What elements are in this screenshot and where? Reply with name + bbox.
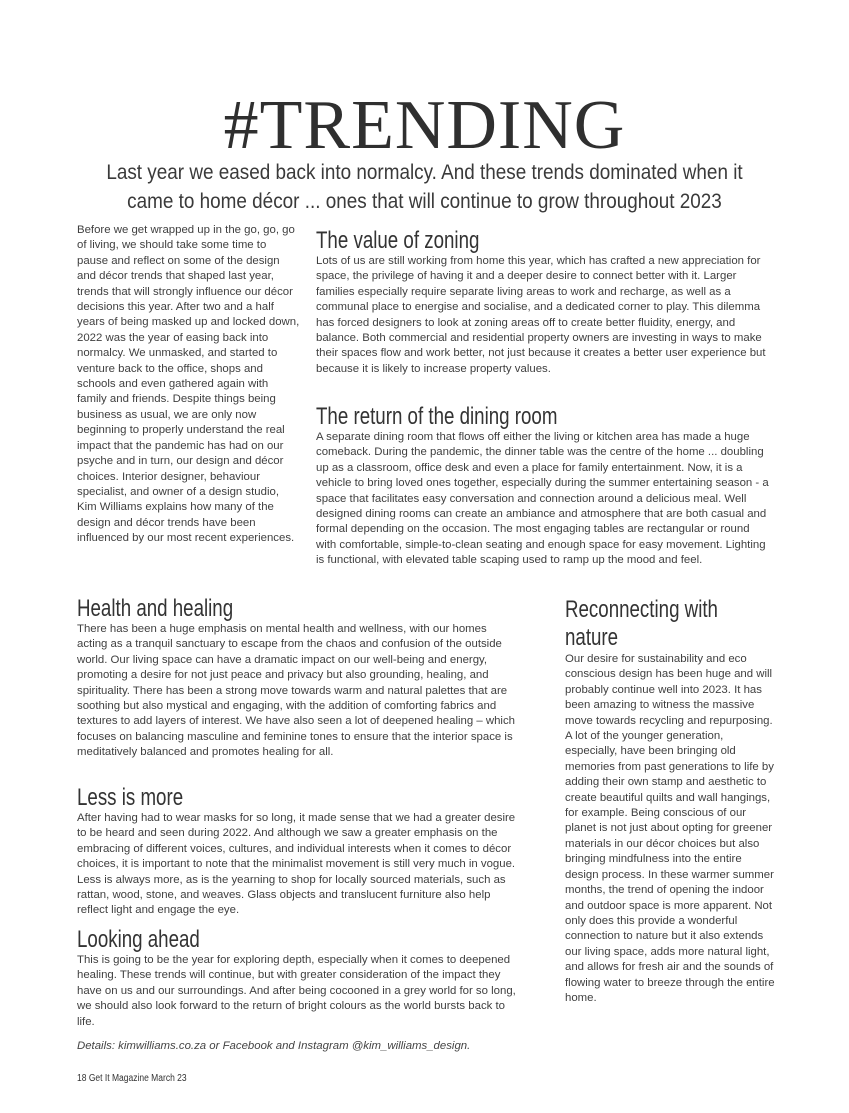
page-footer: 18 Get It Magazine March 23 xyxy=(77,1073,187,1084)
section-body: Lots of us are still working from home this year, which has crafted a new appreciation for space, the privilege of having it and a deeper desire to connect better with it. Larger families especially require separate living areas to work and recharge, as well as a communal place to energise and socialise, and a dedicated corner to play. This dilemma has forced designers to look at zoning areas off to create better fluidity, energy, and balance. Both commercial and residential property owners are investing in ways to make their spaces flow and work better, not just because it creates a better user experience but because it is likely to increase property values. xyxy=(316,255,766,375)
section-zoning xyxy=(316,227,772,377)
section-heading: Looking ahead xyxy=(77,926,200,953)
section-body: A separate dining room that flows off either the living or kitchen area has made a huge comeback. During the pandemic, the dinner table was the centre of the home ... doubling up as a classroom, office desk and even a place for family entertainment. Now, it is a vehicle to bring loved ones together, especially during the summer entertaining season - a space that facilitates easy conversation and connection around a delicious meal. Well designed dining rooms can create an ambiance and atmosphere that are both casual and formal depending on the occasion. The most engaging tables are rectangular or round with comfortable, simple-to-clean seating and enough space for easy movement. Lighting is functional, with elevated table scaping used to ramp up the mood and feel. xyxy=(316,431,769,567)
details-credit: Details: kimwilliams.co.za or Facebook and Instagram @kim_williams_design. xyxy=(77,1040,471,1053)
section-body: After having had to wear masks for so long, it made sense that we had a greater desire to be heard and seen during 2022. And although we saw a greater emphasis on the embracing of different voices, cultures, and individual interests when it comes to décor choices, it is important to note that the minimalist movement is still very much in vogue. Less is always more, as is the yearning to shop for locally sourced materials, such as rattan, wood, stone, and weaves. Glass objects and translucent furniture also help reflect light and engage the eye. xyxy=(77,812,516,917)
section-heading: Health and healing xyxy=(77,595,234,622)
section-body: There has been a huge emphasis on mental health and wellness, with our homes acting as a tranquil sanctuary to escape from the chaos and confusion of the outside world. Our living space can have a dramatic impact on our well-being and energy, promoting a desire for not just peace and privacy but also grounding, healing, and spirituality. There has been a strong move towards warm and natural palettes that are soothing but also mystical and engaging, with the addition of comforting fabrics and textures to add layers of interest. We have also seen a lot of deepened healing – which focuses on balancing masculine and feminine tones to ensure that the interior space is meditatively balanced and promotes healing for all. xyxy=(77,623,515,759)
intro-text: Before we get wrapped up in the go, go, go of living, we should take some time to pause and reflect on some of the design and décor trends that shaped last year, trends that will strongly influence our décor decisions this year. After two and a half years of being masked up and locked down, 2022 was the year of easing back into normalcy. We unmasked, and started to venture back to the office, shops and schools and even gathered again with family and friends. Despite things being business as usual, we are only now beginning to properly understand the real impact that the pandemic has had on our psyche and in turn, our design and décor choices. Interior designer, behaviour specialist, and owner of a design studio, Kim Williams explains how many of the design and décor trends have been influenced by our most recent experiences. xyxy=(77,224,300,545)
page-title: #TRENDING xyxy=(223,87,626,164)
section-heading: Less is more xyxy=(77,784,184,811)
section-body: Our desire for sustainability and eco conscious design has been huge and will probably continue well into 2023. It has been amazing to witness the massive move towards recycling and repurposing. A lot of the younger generation, especially, have been bringing old memories from past generations to life by adding their own stamp and aesthetic to create beautiful quilts and wall hangings, for example. Being conscious of our planet is not just about opting for greener materials in our décor choices but also bringing mindfulness into the entire design process. In these warmer summer months, the trend of opening the indoor and outdoor space is more apparent. Not only does this provide a wonderful connection to nature but it also extends our living space, adds more natural light, and allows for fresh air and the sounds of flowing water to breeze through the entire home. xyxy=(565,653,775,1004)
page-subtitle: Last year we eased back into normalcy. And these trends dominated when it came to home décor ... ones that will continue to grow throughout 2023 xyxy=(106,161,743,213)
section-less-is-more xyxy=(77,784,517,919)
section-heading: The return of the dining room xyxy=(316,403,558,430)
section-body: This is going to be the year for exploring depth, especially when it comes to deepened healing. These trends will continue, but with greater consideration of the impact they have on us and our surroundings. And after being cocooned in a grey world for so long, we should also look forward to the return of bright colours as the world bursts back to life. xyxy=(77,954,516,1028)
intro-column xyxy=(77,223,300,547)
section-heading: The value of zoning xyxy=(316,227,480,254)
section-heading: Reconnecting with nature xyxy=(565,596,718,651)
section-looking-ahead xyxy=(77,926,517,1054)
section-nature xyxy=(565,596,775,1006)
section-health xyxy=(77,595,517,761)
section-dining xyxy=(316,403,772,569)
